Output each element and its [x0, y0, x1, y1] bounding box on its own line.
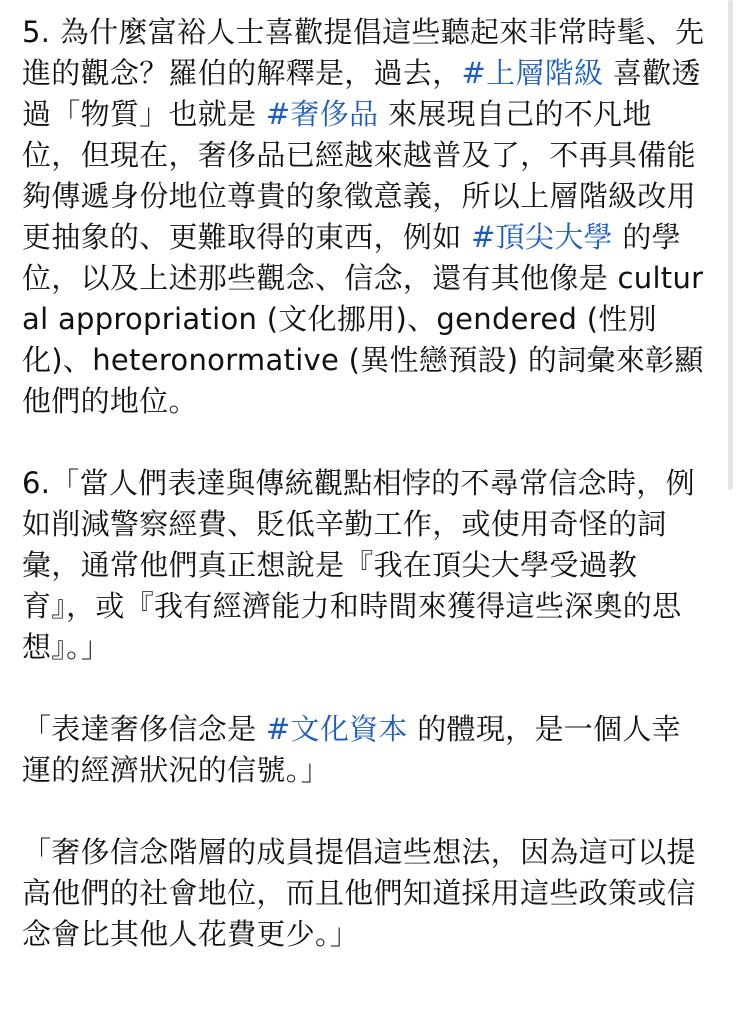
text-span: 「奢侈信念階層的成員提倡這些想法，因為這可以提高他們的社會地位，而且他們知道採用這些政策或信念會比其他人花費更少。」 [22, 835, 696, 951]
text-span: 喜歡透過「物質」也就是 [22, 56, 701, 131]
text-span: 的體現，是一個人幸運的經濟狀況的信號。」 [22, 712, 681, 787]
quote-luxury-class [22, 832, 707, 955]
paragraph-5 [22, 12, 707, 422]
paragraph-gap [22, 668, 707, 709]
quote-cultural-capital [22, 709, 707, 791]
text-span: 來展現自己的不凡地位，但現在，奢侈品已經越來越普及了，不再具備能夠傳遞身份地位尊貴的象徵意義，所以上層階級改用更抽象的、更難取得的東西，例如 [22, 97, 696, 254]
hashtag-link[interactable]: #頂尖大學 [471, 220, 613, 254]
hashtag-link[interactable]: #文化資本 [265, 712, 408, 746]
post-body [22, 12, 707, 955]
hashtag-link[interactable]: #上層階級 [461, 56, 604, 90]
paragraph-6 [22, 463, 707, 668]
text-span: 的學位，以及上述那些觀念、信念，還有其他像是 cultural appropriation (文化挪用)、gendered (性別化)、heteronormative (異性戀預設) 的詞彙來彰顯他們的地位。 [22, 220, 704, 418]
hashtag-link[interactable]: #奢侈品 [265, 97, 379, 131]
text-span: 6.「當人們表達與傳統觀點相悖的不尋常信念時，例如削減警察經費、貶低辛勤工作，或使用奇怪的詞彙，通常他們真正想說是『我在頂尖大學受過教育』，或『我有經濟能力和時間來獲得這些深奧的思想』。」 [22, 466, 695, 664]
scrollbar[interactable] [728, 0, 733, 490]
text-span: 5. 為什麼富裕人士喜歡提倡這些聽起來非常時髦、先進的觀念？羅伯的解釋是，過去， [22, 15, 705, 90]
paragraph-gap [22, 791, 707, 832]
text-span: 「表達奢侈信念是 [22, 712, 266, 746]
paragraph-gap [22, 422, 707, 463]
